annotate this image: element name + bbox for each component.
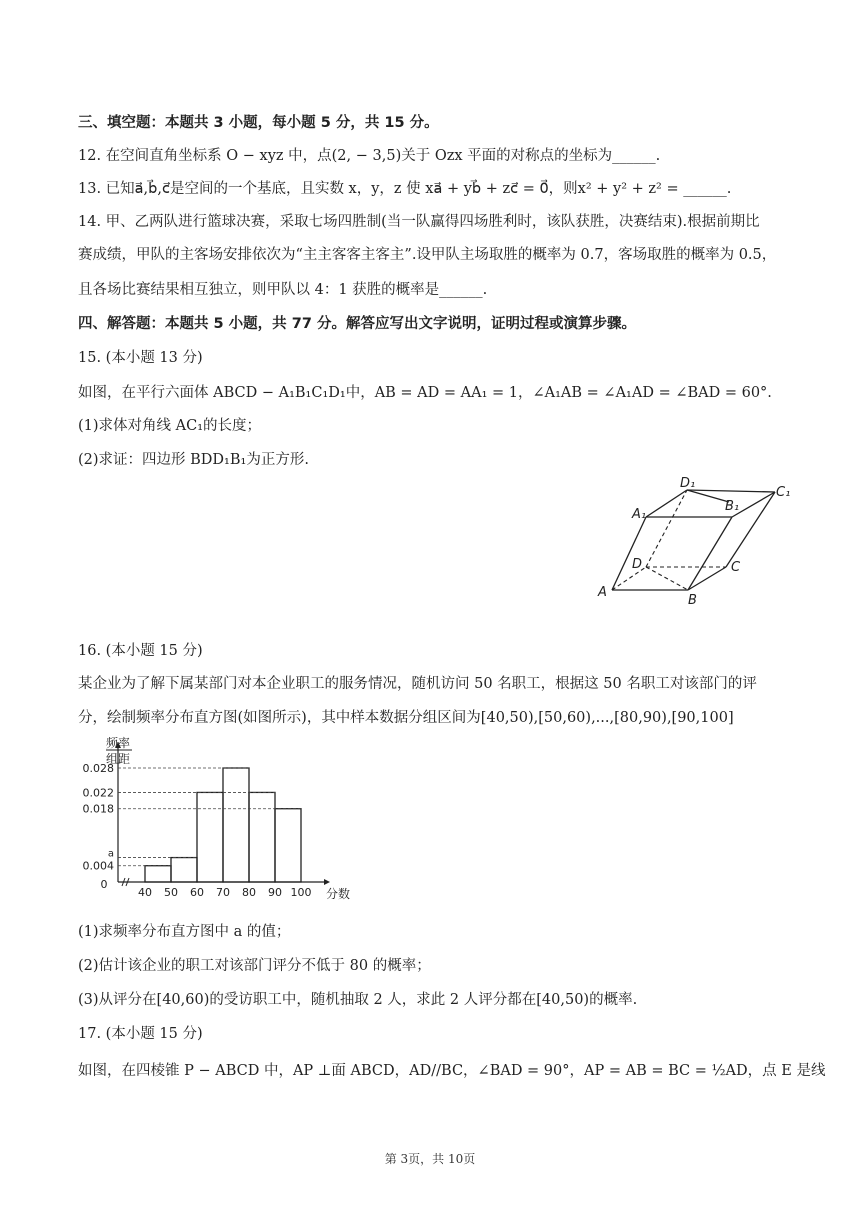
x-axis-arrow — [324, 879, 330, 885]
question-13: 13. 已知a⃗,b⃗,c⃗是空间的一个基底，且实数 x，y，z 使 xa⃗ + yb⃗ + zc⃗ = 0⃗，则x² + y² + z² = ______. — [78, 181, 732, 197]
question-15-stem: 如图，在平行六面体 ABCD − A₁B₁C₁D₁中，AB = AD = AA₁ = 1，∠A₁AB = ∠A₁AD = ∠BAD = 60°. — [78, 385, 772, 401]
histogram-bar — [249, 792, 275, 882]
y-tick-label: 0.022 — [82, 786, 114, 800]
x-tick-label: 60 — [190, 886, 204, 899]
vertex-label-A1: A₁ — [632, 507, 647, 522]
y-tick-label: a — [107, 848, 114, 860]
question-12: 12. 在空间直角坐标系 O − xyz 中，点(2, − 3,5)关于 Ozx 平面的对称点的坐标为______. — [78, 148, 661, 164]
y-axis-label-top: 频率 — [106, 736, 131, 750]
x-tick-label: 50 — [164, 886, 178, 899]
page-footer: 第 3页，共 10页 — [384, 1152, 476, 1166]
x-tick-label: 80 — [242, 886, 256, 899]
question-16-part3: (3)从评分在[40,60)的受访职工中，随机抽取 2 人，求此 2 人评分都在[40,50)的概率. — [78, 992, 638, 1008]
x-tick-label: 90 — [268, 886, 282, 899]
vertex-label-D: D — [632, 557, 643, 572]
histogram-bar — [145, 866, 171, 882]
parallelepiped-figure — [592, 472, 802, 607]
histogram-bar — [223, 768, 249, 882]
x-tick-label: 70 — [216, 886, 230, 899]
question-14-line2: 赛成绩，甲队的主客场安排依次为“主主客客主客主”.设甲队主场取胜的概率为 0.7，客场取胜的概率为 0.5， — [78, 247, 777, 263]
x-axis-label: 分数 — [325, 887, 351, 901]
vertex-label-B: B — [688, 593, 697, 607]
question-14-line1: 14. 甲、乙两队进行篮球决赛，采取七场四胜制(当一队赢得四场胜利时，该队获胜，决赛结束).根据前期比 — [78, 214, 760, 230]
question-16-stem-line1: 某企业为了解下属某部门对本企业职工的服务情况，随机访问 50 名职工，根据这 50 名职工对该部门的评 — [78, 676, 757, 692]
question-17-title: 17. (本小题 15 分) — [78, 1026, 203, 1042]
question-16-part1: (1)求频率分布直方图中 a 的值； — [78, 924, 291, 940]
x-tick-label: 100 — [290, 886, 312, 899]
question-14-line3: 且各场比赛结果相互独立，则甲队以 4：1 获胜的概率是______. — [78, 282, 488, 298]
question-16-title: 16. (本小题 15 分) — [78, 643, 203, 659]
vertex-label-B1: B₁ — [725, 499, 740, 514]
question-17-stem: 如图，在四棱锥 P − ABCD 中，AP ⊥面 ABCD，AD//BC，∠BAD = 90°，AP = AB = BC = ½AD，点 E 是线 — [78, 1063, 826, 1079]
histogram-bar — [197, 792, 223, 882]
histogram-bar — [275, 809, 301, 882]
x-tick-label: 40 — [138, 886, 152, 899]
vertex-label-C: C — [731, 560, 741, 575]
y-axis-label-bottom: 组距 — [106, 752, 131, 766]
histogram-bar — [171, 858, 197, 882]
frequency-histogram — [74, 734, 364, 906]
vertex-label-A: A — [598, 585, 607, 600]
vertex-label-C1: C₁ — [776, 485, 791, 500]
y-tick-label: 0.028 — [82, 762, 114, 775]
question-15-title: 15. (本小题 13 分) — [78, 350, 203, 366]
question-16-stem-line2: 分，绘制频率分布直方图(如图所示)，其中样本数据分组区间为[40,50),[50,60),...,[80,90),[90,100] — [78, 710, 734, 726]
y-tick-label: 0.004 — [82, 859, 114, 873]
question-15-part2: (2)求证：四边形 BDD₁B₁为正方形. — [78, 452, 309, 468]
origin-label: 0 — [100, 878, 108, 891]
question-15-part1: (1)求体对角线 AC₁的长度； — [78, 418, 262, 434]
section3-heading: 三、填空题：本题共 3 小题，每小题 5 分，共 15 分。 — [78, 115, 439, 131]
y-tick-label: 0.018 — [82, 802, 114, 816]
question-16-part2: (2)估计该企业的职工对该部门评分不低于 80 的概率； — [78, 958, 431, 974]
section4-heading: 四、解答题：本题共 5 小题，共 77 分。解答应写出文字说明，证明过程或演算步骤。 — [78, 316, 636, 332]
vertex-label-D1: D₁ — [680, 476, 696, 491]
